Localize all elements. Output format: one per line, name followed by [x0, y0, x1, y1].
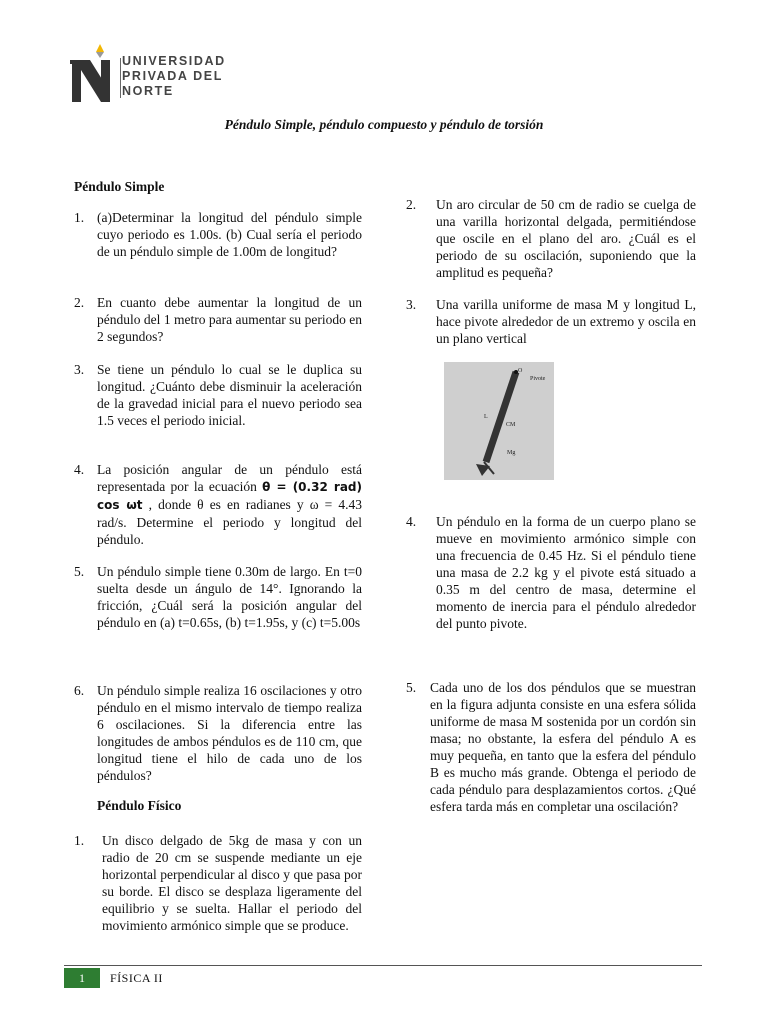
question-text: Un péndulo simple tiene 0.30m de largo. En t=0 suelta desde un ángulo de 14°. Ignorando la fricción, ¿Cuál será la posición angular del péndulo en (a) t=0.65s, (b) t=1.95s, y (c) t=5.00s	[97, 564, 362, 630]
question-5	[74, 563, 362, 649]
question-text: Un disco delgado de 5kg de masa y con un radio de 20 cm se suspende mediante un eje horizontal perpendicular al disco y que pasa por su borde. El disco se desplaza ligeramente del equilibrio y se suelta. Hallar el periodo del movimiento armónico simple que se produce.	[102, 833, 362, 933]
physical-question-3	[406, 296, 696, 348]
physical-question-2	[406, 196, 696, 282]
question-text: Se tiene un péndulo lo cual se le duplica su longitud. ¿Cuánto debe disminuir la aceleración de la gravedad inicial para el nuevo periodo sea 1.5 veces el periodo inicial.	[97, 362, 362, 428]
question-number: 3.	[406, 297, 417, 312]
question-text: Un péndulo simple realiza 16 oscilaciones y otro péndulo en el mismo intervalo de tiempo realiza 6 oscilaciones. Si la diferencia entre las longitudes de ambos péndulos es de 110 cm, que longitud tiene el hilo de cada uno de los péndulos?	[97, 683, 362, 783]
question-text: Un aro circular de 50 cm de radio se cuelga de una varilla horizontal delgada, permitiéndose que oscile en el plano del aro. ¿Cuál es el periodo de su oscilación, suponiendo que la amplitud es pequeña?	[436, 197, 696, 280]
label-o: O	[518, 368, 523, 374]
page-title: Péndulo Simple, péndulo compuesto y péndulo de torsión	[224, 117, 544, 132]
label-mg: Mg	[507, 450, 516, 456]
logo-line1: UNIVERSIDAD	[122, 54, 226, 68]
section-pendulo-simple: Péndulo Simple	[74, 179, 165, 194]
question-2	[74, 294, 362, 346]
rod-pendulum-figure	[444, 362, 554, 480]
question-6	[74, 682, 362, 782]
question-number: 3.	[74, 362, 85, 377]
footer-divider	[64, 965, 702, 966]
physical-question-1	[74, 832, 362, 950]
question-text: (a)Determinar la longitud del péndulo simple cuyo periodo es 1.00s. (b) Cual sería el periodo de un péndulo simple de 1.00m de longitud?	[97, 210, 362, 259]
question-text-cont: , donde θ es en radianes y ω = 4.43 rad/s. Determine el periodo y longitud del péndulo.	[97, 497, 362, 547]
physical-question-4	[406, 513, 696, 649]
question-number: 5.	[406, 680, 417, 695]
question-text: En cuanto debe aumentar la longitud de un péndulo del 1 metro para aumentar su periodo en 2 segundos?	[97, 295, 362, 344]
university-logo	[70, 44, 270, 106]
question-number: 2.	[406, 197, 417, 212]
question-1	[74, 209, 362, 279]
question-number: 1.	[74, 210, 85, 225]
logo-line2: PRIVADA DEL NORTE	[122, 69, 223, 98]
label-cm: CM	[506, 422, 516, 428]
label-l: L	[484, 414, 488, 420]
course-name: FÍSICA II	[110, 971, 163, 985]
question-text: Un péndulo en la forma de un cuerpo plano se mueve en movimiento armónico simple con una frecuencia de 0.45 Hz. Si el péndulo tiene una masa de 2.2 kg y el pivote está situado a 0.35 m del centro de masa, determine el momento de inercia para el péndulo alrededor del punto pivote.	[436, 514, 696, 631]
question-text: Una varilla uniforme de masa M y longitud L, hace pivote alrededor de un extremo y oscila en un plano vertical	[436, 297, 696, 346]
label-pivot: Pivote	[530, 376, 546, 382]
logo-n-icon	[70, 44, 120, 106]
page-number: 1	[64, 968, 100, 988]
section-pendulo-fisico: Péndulo Físico	[97, 798, 182, 813]
question-number: 6.	[74, 683, 85, 698]
question-number: 2.	[74, 295, 85, 310]
physical-question-5	[406, 679, 696, 849]
question-number: 1.	[74, 833, 85, 848]
question-3	[74, 361, 362, 447]
question-number: 5.	[74, 564, 85, 579]
equation: θ = (0.32 rad) cos ωt	[97, 480, 362, 512]
question-text: La posición angular de un péndulo está representada por la ecuación	[97, 462, 362, 494]
question-number: 4.	[406, 514, 417, 529]
question-text: Cada uno de los dos péndulos que se muestran en la figura adjunta consiste en una esfera sólida uniforme de masa M sostenida por un cordón sin masa; no obstante, la esfera del péndulo A es muy pequeña, en tanto que la esfera del péndulo B es mucho más grande. Obtenga el periodo de cada péndulo para desplazamientos cortos. ¿Qué esfera tarda más en completar una oscilación?	[430, 680, 696, 814]
question-number: 4.	[74, 462, 85, 477]
rod	[486, 372, 516, 462]
question-4	[74, 461, 362, 547]
